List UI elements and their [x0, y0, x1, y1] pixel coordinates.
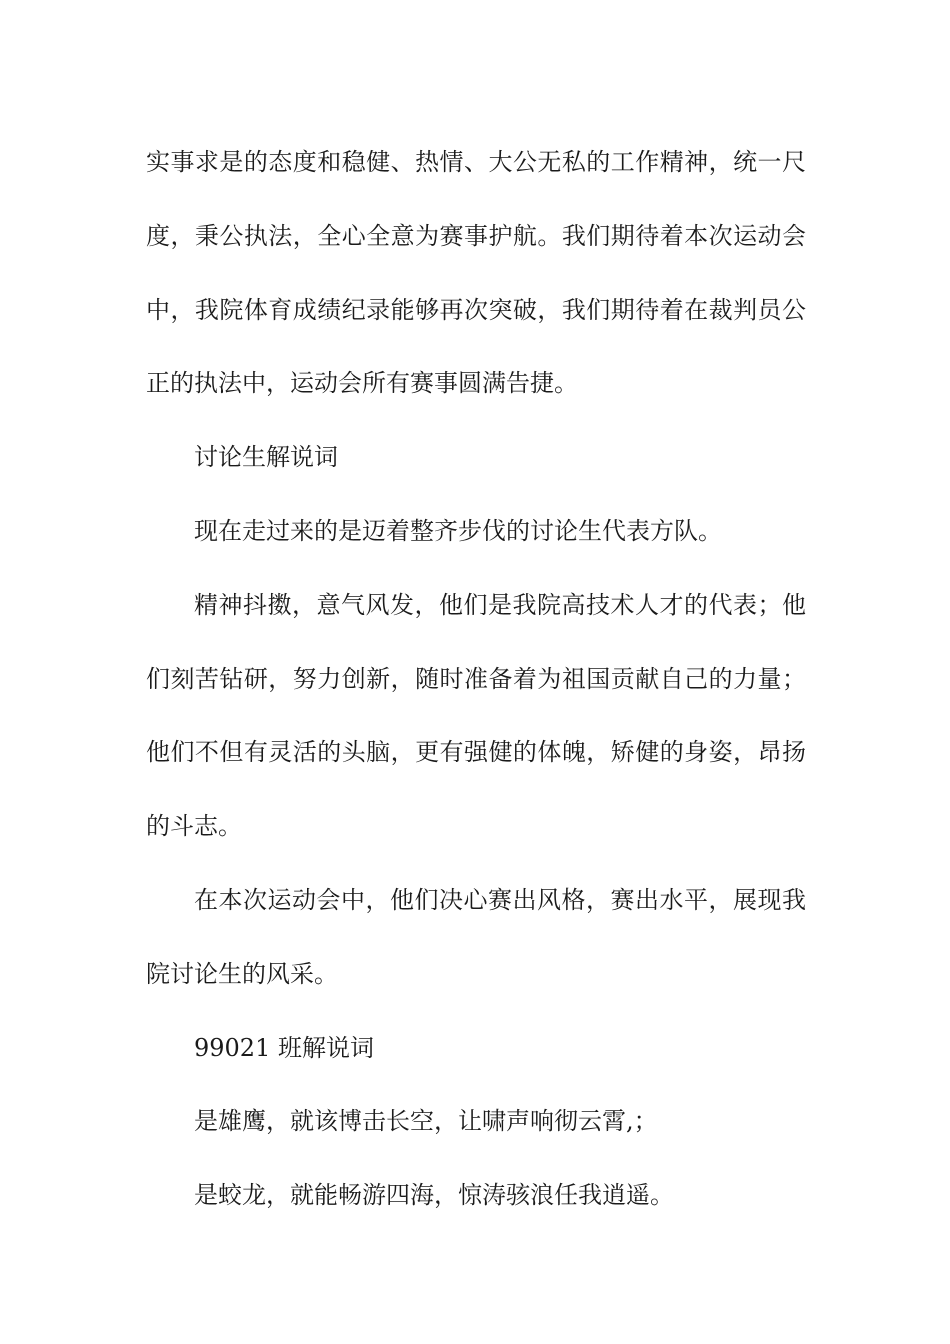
paragraph-2: 现在走过来的是迈着整齐步伐的讨论生代表方队。	[194, 516, 722, 545]
section-heading-class: 99021 班解说词	[194, 1033, 374, 1062]
paragraph-5: 是雄鹰，就该博击长空，让啸声响彻云霄,；	[194, 1107, 658, 1136]
document-body	[146, 126, 806, 1233]
section-heading-graduate: 讨论生解说词	[194, 443, 338, 472]
paragraph-1: 实事求是的态度和稳健、热情、大公无私的工作精神，统一尺度，秉公执法，全心全意为赛事护航。我们期待着本次运动会中，我院体育成绩纪录能够再次突破，我们期待着在裁判员公正的执法中，运动会所有赛事圆满告捷。	[146, 148, 806, 398]
paragraph-4: 在本次运动会中，他们决心赛出风格，赛出水平，展现我院讨论生的风采。	[146, 885, 806, 988]
paragraph-6: 是蛟龙，就能畅游四海，惊涛骇浪任我逍遥。	[194, 1181, 674, 1210]
paragraph-3: 精神抖擞，意气风发，他们是我院高技术人才的代表；他们刻苦钻研，努力创新，随时准备着为祖国贡献自己的力量；他们不但有灵活的头脑，更有强健的体魄，矫健的身姿，昂扬的斗志。	[146, 590, 806, 841]
